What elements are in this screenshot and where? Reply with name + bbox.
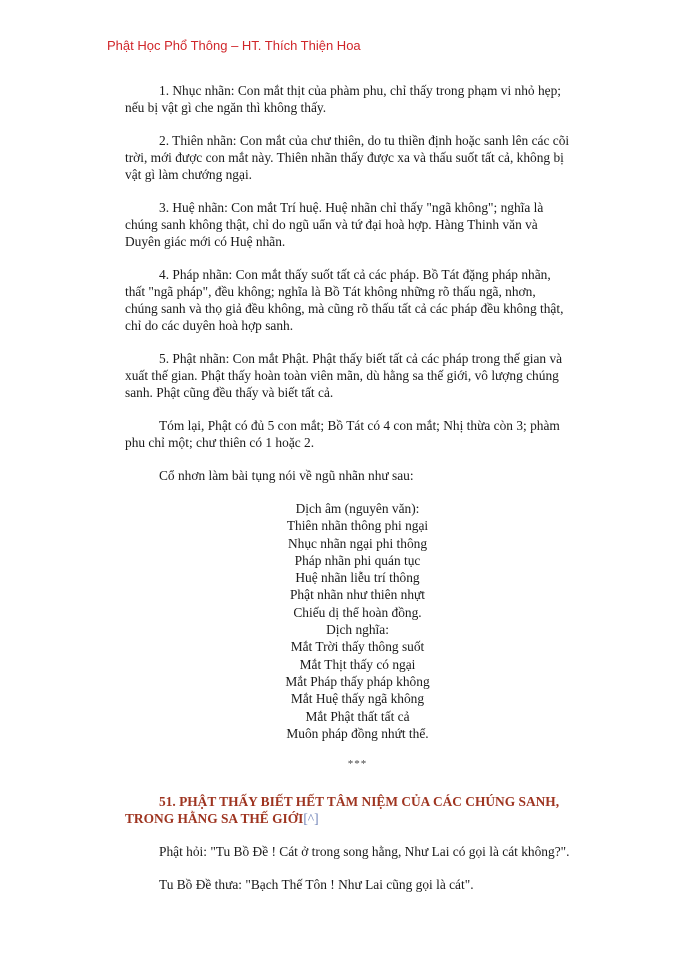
back-to-top-link[interactable]: [^] [303,811,319,827]
verse-line: Dịch nghĩa: [326,622,389,638]
verse-line: Nhục nhãn ngại phi thông [287,535,428,551]
verse-line: Mắt Thịt thấy có ngại [299,656,416,672]
paragraph-verse-intro: Cổ nhơn làm bài tụng nói về ngũ nhãn như sau: [159,468,414,483]
verse-line: Huệ nhãn liễu trí thông [295,570,420,586]
verse-line: Mắt Trời thấy thông suốt [290,639,425,655]
paragraph-summary: Tóm lại, Phật có đủ 5 con mắt; Bồ Tát có 4 con mắt; Nhị thừa còn 3; phàm phu chỉ một; chư thiên có 1 hoặc 2. [125,418,560,450]
running-header: Phật Học Phổ Thông – HT. Thích Thiện Hoa [107,38,361,53]
verse-line: Pháp nhãn phi quán tục [294,552,421,568]
verse-line: Dịch âm (nguyên văn): [295,501,420,516]
paragraph-phap-nhan: 4. Pháp nhãn: Con mắt thấy suốt tất cả các pháp. Bồ Tát đặng pháp nhãn, thất "ngã pháp", đều không; nghĩa là Bồ Tát không những rõ thấu ngã, nhơn, chúng sanh và thọ giả đều không, mà cũng rõ thấu tất cả các pháp đều không thật, chỉ do các duyên hoà hợp sanh. [125,267,564,333]
verse-block [125,500,570,742]
section-heading [125,793,570,827]
verse-line: Mắt Phật thất tất cả [305,708,410,724]
dialog-question: Phật hỏi: "Tu Bồ Đề ! Cát ở trong song hằng, Như Lai có gọi là cát không?". [159,844,570,860]
paragraph-hue-nhan: 3. Huệ nhãn: Con mắt Trí huệ. Huệ nhãn chỉ thấy "ngã không"; nghĩa là chúng sanh không thật, chỉ do ngũ uẩn và tứ đại hoà hợp. Hàng Thinh văn và Duyên giác mới có Huệ nhãn. [125,200,544,249]
verse-line: Muôn pháp đồng nhứt thể. [286,725,429,741]
verse-line: Phật nhãn như thiên nhựt [289,587,426,603]
verse-line: Mắt Pháp thấy pháp không [285,673,430,689]
section-separator: *** [347,758,368,771]
section-heading-text: 51. PHẬT THẤY BIẾT HẾT TÂM NIỆM CỦA CÁC CHÚNG SANH, TRONG HẰNG SA THẾ GIỚI [125,794,560,827]
paragraph-thien-nhan: 2. Thiên nhãn: Con mắt của chư thiên, do tu thiền định hoặc sanh lên các cõi trời, mới được con mắt này. Thiên nhãn thấy được xa và thấu suốt tất cả, không bị vật gì làm chướng ngại. [125,133,570,182]
verse-line: Mắt Huệ thấy ngã không [290,691,425,707]
document-body [125,82,570,909]
verse-line: Chiếu dị thể hoàn đồng. [293,604,422,620]
verse-line: Thiên nhãn thông phi ngại [286,518,429,534]
paragraph-phat-nhan: 5. Phật nhãn: Con mắt Phật. Phật thấy biết tất cả các pháp trong thế gian và xuất thế gian. Phật thấy hoàn toàn viên mãn, dù hằng sa thế giới, vô lượng chúng sanh. Phật cũng đều thấy và biết tất cả. [125,351,563,400]
paragraph-nhuc-nhan: 1. Nhục nhãn: Con mắt thịt của phàm phu, chỉ thấy trong phạm vi nhỏ hẹp; nếu bị vật gì che ngăn thì không thấy. [125,83,562,115]
dialog-answer: Tu Bồ Đề thưa: "Bạch Thế Tôn ! Như Lai cũng gọi là cát". [159,877,474,893]
